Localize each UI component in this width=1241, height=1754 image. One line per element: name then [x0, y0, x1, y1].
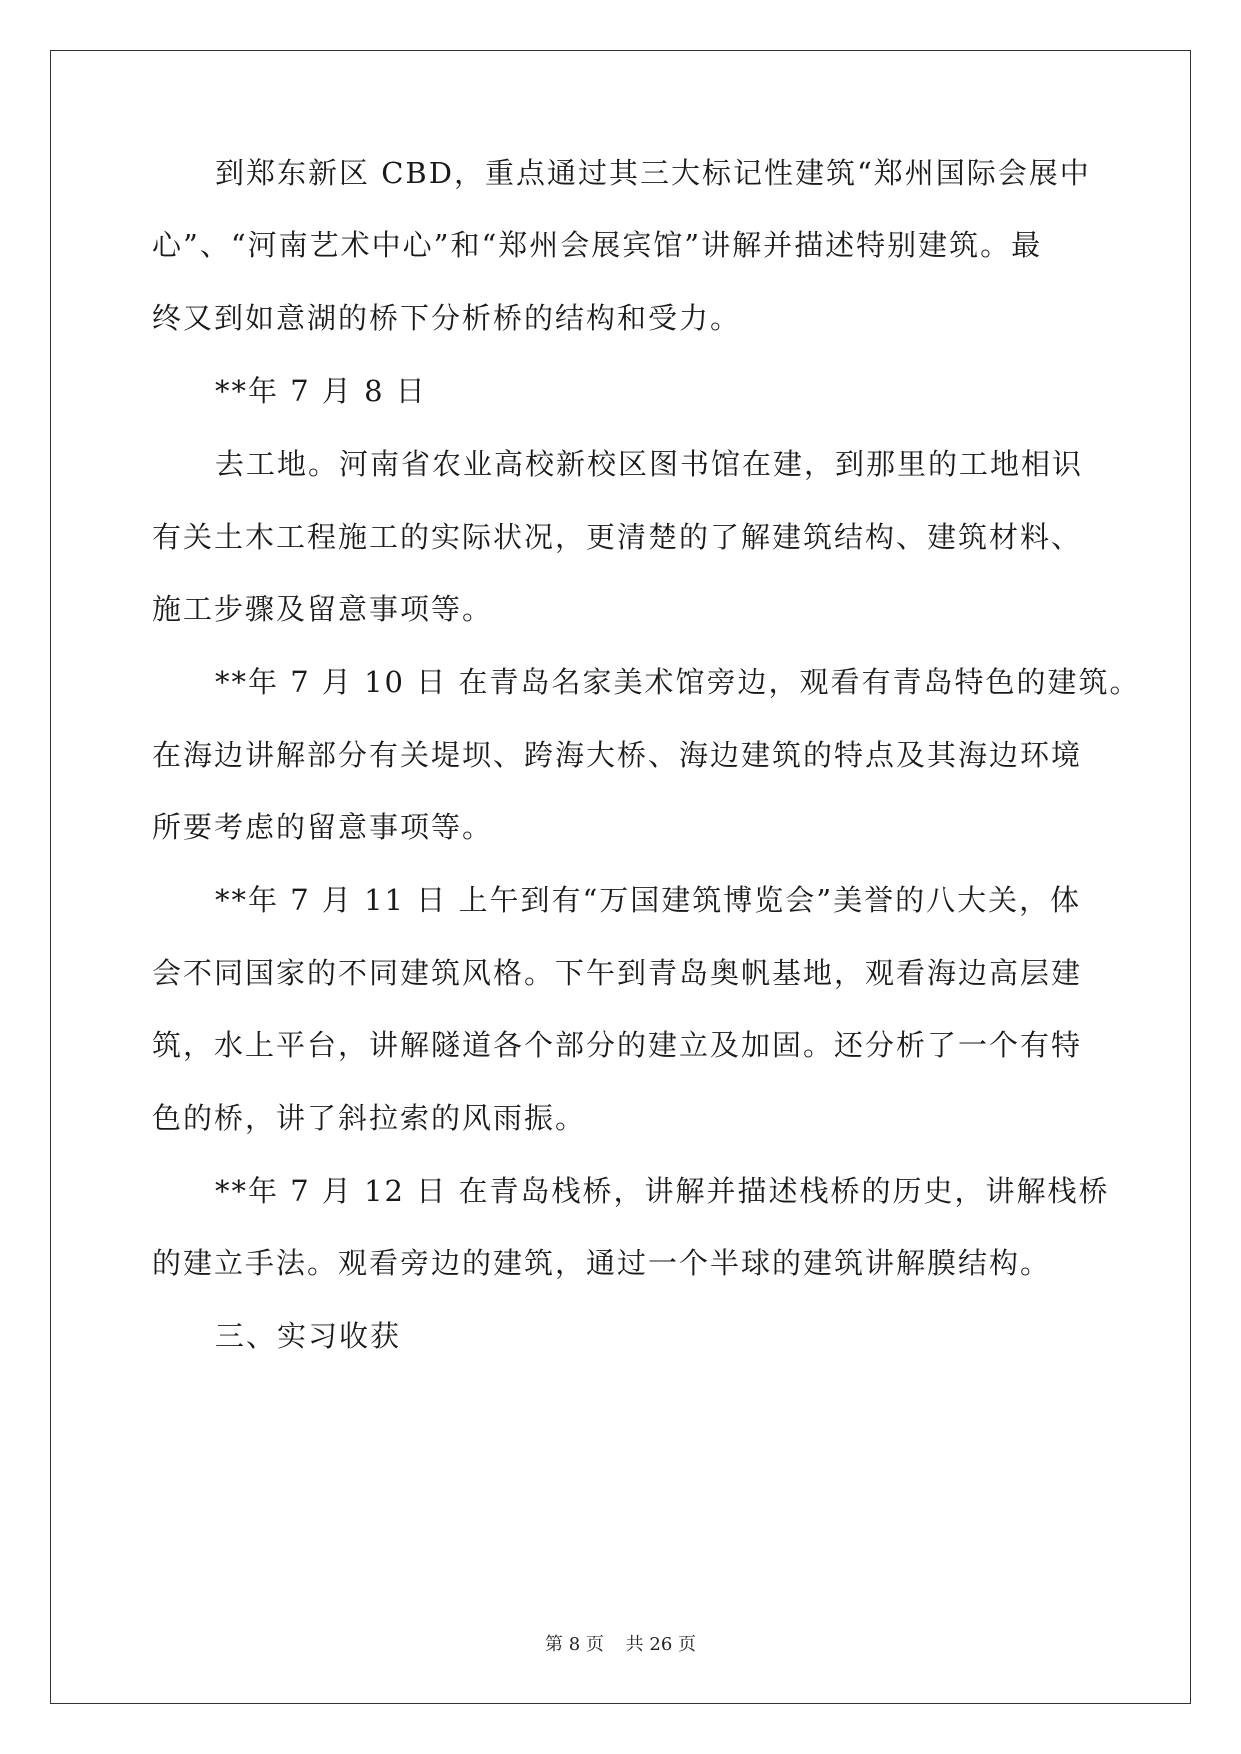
paragraph-line: **年 7 月 12 日 在青岛栈桥，讲解并描述栈桥的历史，讲解栈桥	[215, 1174, 1110, 1208]
page-total: 共 26 页	[625, 1634, 696, 1655]
paragraph-line: 心”、“河南艺术中心”和“郑州会展宾馆”讲解并描述特别建筑。最	[152, 228, 1043, 262]
page-number: 第 8 页	[545, 1634, 604, 1655]
paragraph-line: 去工地。河南省农业高校新校区图书馆在建，到那里的工地相识	[215, 447, 1084, 481]
paragraph-line: 有关土木工程施工的实际状况，更清楚的了解建筑结构、建筑材料、	[152, 520, 1083, 554]
paragraph-line: 会不同国家的不同建筑风格。下午到青岛奥帆基地，观看海边高层建	[152, 956, 1083, 990]
paragraph-line: 色的桥，讲了斜拉索的风雨振。	[152, 1101, 587, 1135]
paragraph-line: 施工步骤及留意事项等。	[152, 592, 494, 626]
paragraph-line: 在海边讲解部分有关堤坝、跨海大桥、海边建筑的特点及其海边环境	[152, 738, 1083, 772]
paragraph-line: 筑，水上平台，讲解隧道各个部分的建立及加固。还分析了一个有特	[152, 1028, 1083, 1062]
paragraph-line: **年 7 月 11 日 上午到有“万国建筑博览会”美誉的八大关，体	[215, 883, 1082, 917]
paragraph-line: **年 7 月 10 日 在青岛名家美术馆旁边，观看有青岛特色的建筑。	[215, 665, 1141, 699]
paragraph-line: 的建立手法。观看旁边的建筑，通过一个半球的建筑讲解膜结构。	[152, 1246, 1052, 1280]
date-heading: **年 7 月 8 日	[215, 374, 427, 408]
paragraph-line: 到郑东新区 CBD，重点通过其三大标记性建筑“郑州国际会展中	[215, 156, 1091, 190]
paragraph-line: 终又到如意湖的桥下分析桥的结构和受力。	[152, 301, 742, 335]
paragraph-line: 所要考虑的留意事项等。	[152, 810, 494, 844]
page-footer	[0, 1633, 1241, 1657]
section-heading: 三、实习收获	[215, 1319, 402, 1353]
